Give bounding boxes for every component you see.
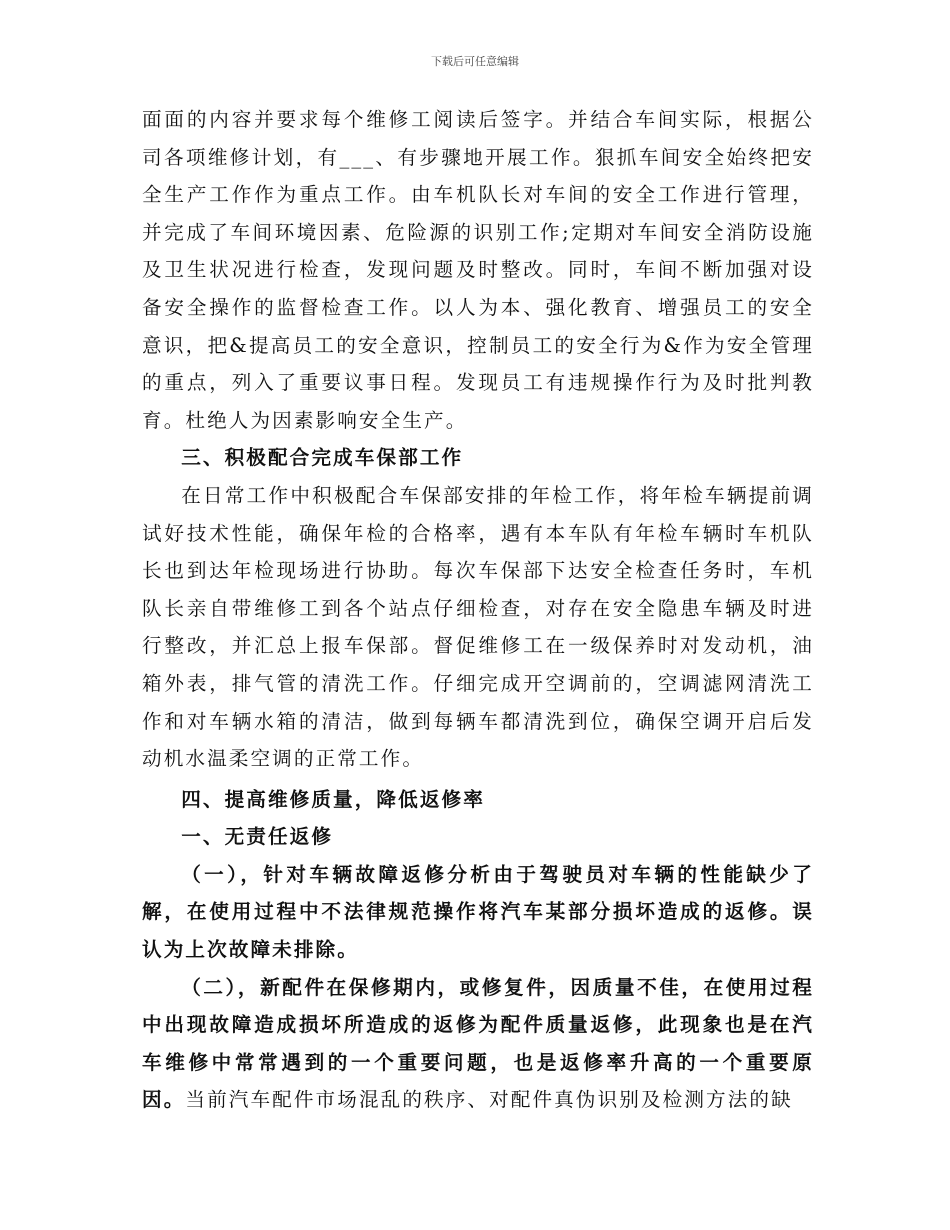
paragraph-safety-management: 面面的内容并要求每个维修工阅读后签字。并结合车间实际，根据公司各项维修计划，有___、有步骤地开展工作。狠抓车间安全始终把安全生产工作作为重点工作。由车机队长对车间的安全工作进行管理，并完成了车间环境因素、危险源的识别工作;定期对车间安全消防设施及卫生状况进行检查，发现问题及时整改。同时，车间不断加强对设备安全操作的监督检查工作。以人为本、强化教育、增强员工的安全意识，把&提高员工的安全意识，控制员工的安全行为&作为安全管理的重点，列入了重要议事日程。发现员工有违规操作行为及时批判教育。杜绝人为因素影响安全生产。 [142,108,814,432]
paragraph-item-2-bold: （二），新配件在保修期内，或修复件，因质量不佳，在使用过程中出现故障造成损坏所造成的返修为配件质量返修，此现象也是在汽车维修中常常遇到的一个重要问题，也是返修率升高的一个重要原因。 [142,975,814,1112]
section-heading-3: 三、积极配合完成车保部工作 [181,446,464,470]
subsection-heading-1: 一、无责任返修 [181,825,334,849]
document-body [142,101,814,1119]
section-heading-4: 四、提高维修质量，降低返修率 [181,787,485,811]
paragraph-vehicle-inspection: 在日常工作中积极配合车保部安排的年检工作，将年检车辆提前调试好技术性能，确保年检的合格率，遇有本车队有年检车辆时车机队长也到达年检现场进行协助。每次车保部下达安全检查任务时，车机队长亲自带维修工到各个站点仔细检查，对存在安全隐患车辆及时进行整改，并汇总上报车保部。督促维修工在一级保养时对发动机，油箱外表，排气管的清洗工作。仔细完成开空调前的，空调滤网清洗工作和对车辆水箱的清洁，做到每辆车都清洗到位，确保空调开启后发动机水温柔空调的正常工作。 [142,483,814,771]
paragraph-item-2 [142,969,814,1119]
paragraph-item-2-normal: 当前汽车配件市场混乱的秩序、对配件真伪识别及检测方法的缺 [185,1088,793,1112]
page-header: 下载后可任意编辑 [431,55,519,68]
paragraph-item-1: （一），针对车辆故障返修分析由于驾驶员对车辆的性能缺少了解，在使用过程中不法律规范操作将汽车某部分损坏造成的返修。误认为上次故障未排除。 [142,862,814,962]
